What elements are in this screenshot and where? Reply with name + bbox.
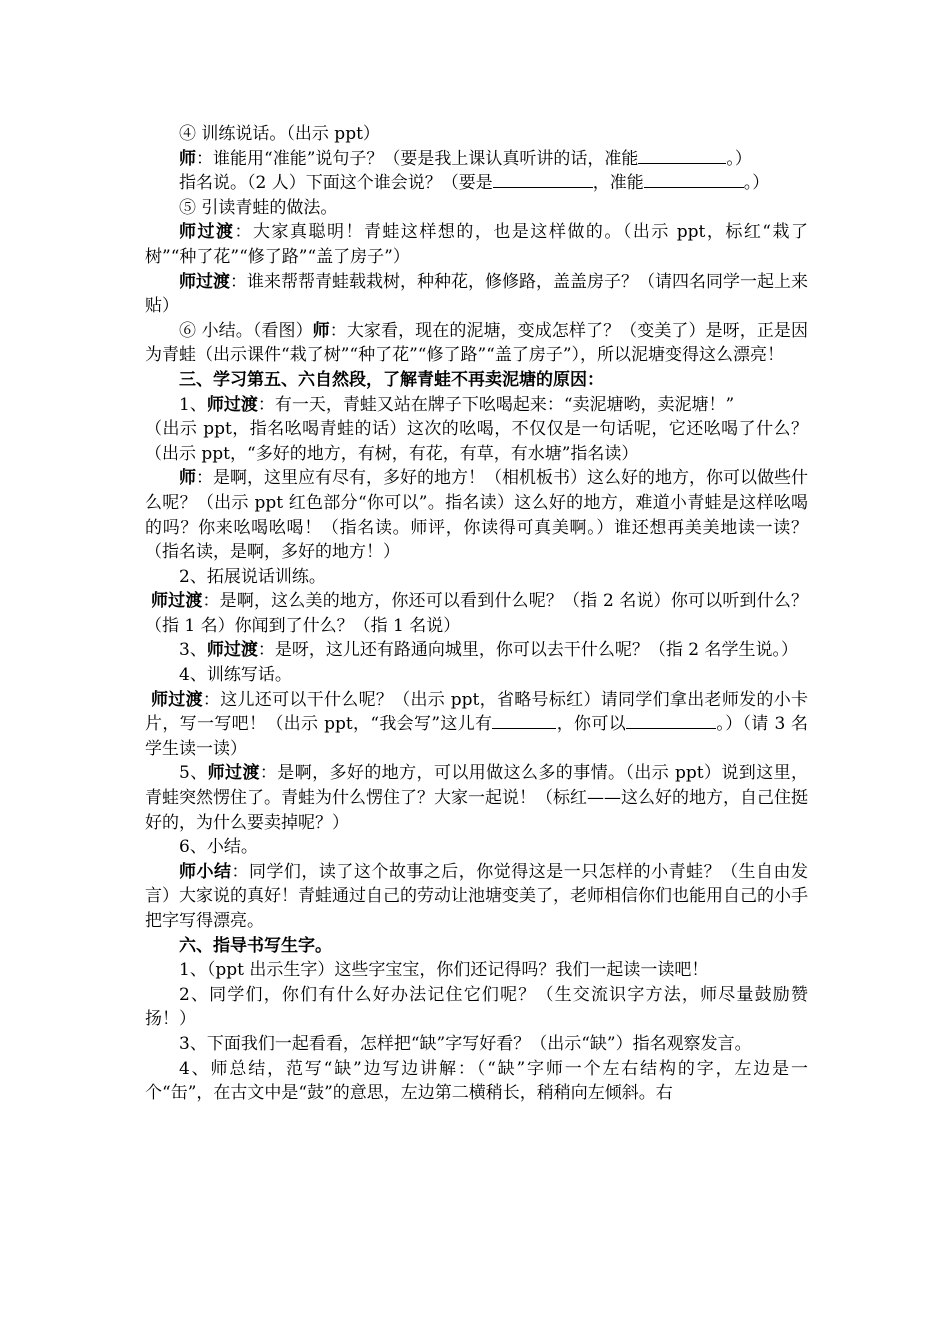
paragraph-write-3: 3、下面我们一起看看，怎样把“缺”字写好看？（出示“缺”）指名观察发言。 xyxy=(179,1033,752,1054)
paragraph-write-4: 4、师总结，范写“缺”边写边讲解：（“缺”字师一个左右结构的字，左边是一个“缶”，在古文中是“鼓”的意思，左边第二横稍长，稍稍向左倾斜。右 xyxy=(145,1058,808,1104)
paragraph-write-1: 1、（ppt 出示生字）这些字宝宝，你们还记得吗？我们一起读一读吧！ xyxy=(179,960,709,981)
paragraph-teacher-praise: 师：是啊，这里应有尽有，多好的地方！（相机板书）这么好的地方，你可以做些什么呢？（出示 ppt 红色部分“你可以”。指名读）这么好的地方，难道小青蛙是这样吆喝的吗？你来吆喝吆喝！（指名读。师评，你读得可真美啊。）谁还想再美美地读一读？（指名读，是啊，多好的地方！） xyxy=(145,468,808,563)
paragraph-name-speak: 指名说。（2 人）下面这个谁会说？（要是 ，准能 。） xyxy=(179,173,770,194)
fill-blank xyxy=(626,713,716,729)
paragraph-teacher-question: 师：谁能用“准能”说句子？（要是我上课认真听讲的话，准能 。） xyxy=(179,148,752,169)
speaker-label: 师过渡 xyxy=(207,763,260,784)
speaker-label: 师过渡 xyxy=(179,271,230,292)
paragraph-step-1-cont: （出示 ppt，指名吆喝青蛙的话）这次的吆喝，不仅仅是一句话呢，它还吆喝了什么？（出示 ppt，“多好的地方，有树，有花，有草，有水塘”指名读） xyxy=(145,419,808,464)
paragraph-step-4: 4、训练写话。 xyxy=(179,665,292,686)
paragraph-summary-1: ⑥ 小结。（看图）师：大家看，现在的泥塘，变成怎样了？（变美了）是呀，正是因为青蛙（出示课件“栽了树”“种了花”“修了路”“盖了房子”），所以泥塘变得这么漂亮！ xyxy=(145,320,809,366)
speaker-label: 师 xyxy=(179,148,196,169)
section-heading-6: 六、指导书写生字。 xyxy=(179,935,332,956)
fill-blank xyxy=(638,148,726,164)
paragraph-step-2: 2、拓展说话训练。 xyxy=(179,566,326,587)
speaker-label: 师过渡 xyxy=(206,640,258,661)
paragraph-step-5: 5、师过渡：是啊，多好的地方，可以用做这么多的事情。（出示 ppt）说到这里，青蛙突然愣住了。青蛙为什么愣住了？大家一起说！（标红——这么好的地方，自己住挺好的，为什么要卖掉呢？） xyxy=(145,763,809,833)
fill-blank xyxy=(644,172,744,188)
speaker-label: 师小结 xyxy=(179,861,232,882)
fill-blank xyxy=(493,172,593,188)
paragraph-step-3: 3、师过渡：是呀，这儿还有路通向城里，你可以去干什么呢？（指 2 名学生说。） xyxy=(179,640,798,661)
paragraph-lead-reading: ⑤ 引读青蛙的做法。 xyxy=(179,197,338,218)
speaker-label: 师 xyxy=(179,468,196,489)
speaker-label: 师过渡 xyxy=(151,591,203,612)
paragraph-train-speaking: ④ 训练说话。（出示 ppt） xyxy=(179,124,380,144)
paragraph-step-2-transition: 师过渡：是啊，这么美的地方，你还可以看到什么呢？（指 2 名说）你可以听到什么？（指 1 名）你闻到了什么？（指 1 名说） xyxy=(145,591,809,636)
paragraph-transition-2: 师过渡：谁来帮帮青蛙载栽树，种种花，修修路，盖盖房子？（请四名同学一起上来贴） xyxy=(145,271,808,317)
fill-blank xyxy=(492,713,556,729)
paragraph-teacher-summary: 师小结：同学们，读了这个故事之后，你觉得这是一只怎样的小青蛙？（生自由发言）大家说的真好！青蛙通过自己的劳动让池塘变美了，老师相信你们也能用自己的小手把字写得漂亮。 xyxy=(145,861,809,931)
document-page xyxy=(145,122,808,1106)
speaker-label: 师 xyxy=(312,320,330,341)
paragraph-step-6: 6、小结。 xyxy=(179,837,258,858)
speaker-label: 师过渡 xyxy=(151,689,203,710)
speaker-label: 师过渡 xyxy=(206,394,258,415)
paragraph-step-4-transition: 师过渡：这儿还可以干什么呢？（出示 ppt，省略号标红）请同学们拿出老师发的小卡片，写一写吧！（出示 ppt，“我会写”这儿有 ，你可以 。）（请 3 名学生读一读） xyxy=(145,689,809,759)
paragraph-transition-1: 师过渡：大家真聪明！青蛙这样想的，也是这样做的。（出示 ppt，标红“栽了树”“种了花”“修了路”“盖了房子”） xyxy=(145,222,808,267)
paragraph-step-1: 1、师过渡：有一天，青蛙又站在牌子下吆喝起来：“卖泥塘哟，卖泥塘！” xyxy=(179,394,735,415)
paragraph-write-2: 2、同学们，你们有什么好办法记住它们呢？（生交流识字方法，师尽量鼓励赞扬！） xyxy=(145,984,808,1030)
speaker-label: 师过渡 xyxy=(179,222,235,243)
section-heading-3: 三、学习第五、六自然段，了解青蛙不再卖泥塘的原因： xyxy=(179,369,604,390)
